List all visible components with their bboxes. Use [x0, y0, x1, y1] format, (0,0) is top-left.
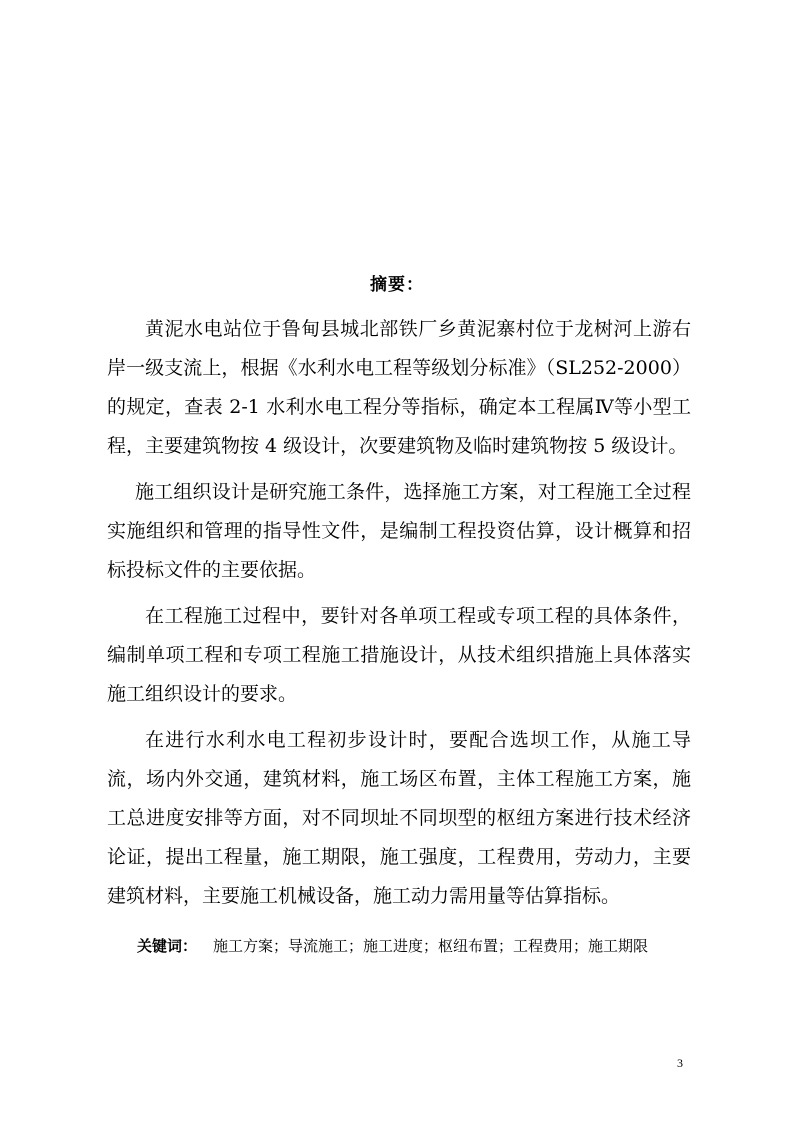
keywords-line — [137, 934, 648, 958]
paragraph-project-overview: 黄泥水电站位于鲁甸县城北部铁厂乡黄泥寨村位于龙树河上游右岸一级支流上，根据《水利水电工程等级划分标准》（SL252-2000）的规定，查表 2-1 水利水电工程分等指标，确定本工程属Ⅳ等小型工程，主要建筑物按 4 级设计，次要建筑物及临时建筑物按 5 级设计。 — [107, 318, 691, 457]
paragraph-construction-process: 在工程施工过程中，要针对各单项工程或专项工程的具体条件，编制单项工程和专项工程施工措施设计，从技术组织措施上具体落实施工组织设计的要求。 — [107, 605, 691, 705]
paragraph-preliminary-design: 在进行水利水电工程初步设计时，要配合选坝工作，从施工导流，场内外交通，建筑材料，施工场区布置，主体工程施工方案，施工总进度安排等方面，对不同坝址不同坝型的枢纽方案进行技术经济论证，提出工程量，施工期限，施工强度，工程费用，劳动力，主要建筑材料，主要施工机械设备，施工动力需用量等估算指标。 — [107, 729, 691, 907]
keywords-value: 施工方案；导流施工；施工进度；枢纽布置；工程费用；施工期限 — [213, 937, 649, 955]
keywords-label: 关键词： — [137, 937, 198, 955]
page-number: 3 — [677, 1056, 683, 1070]
paragraph-construction-design: 施工组织设计是研究施工条件，选择施工方案，对工程施工全过程实施组织和管理的指导性文件，是编制工程投资估算，设计概算和招标投标文件的主要依据。 — [107, 481, 691, 581]
abstract-body — [107, 310, 691, 923]
abstract-title: 摘要： — [370, 275, 424, 295]
